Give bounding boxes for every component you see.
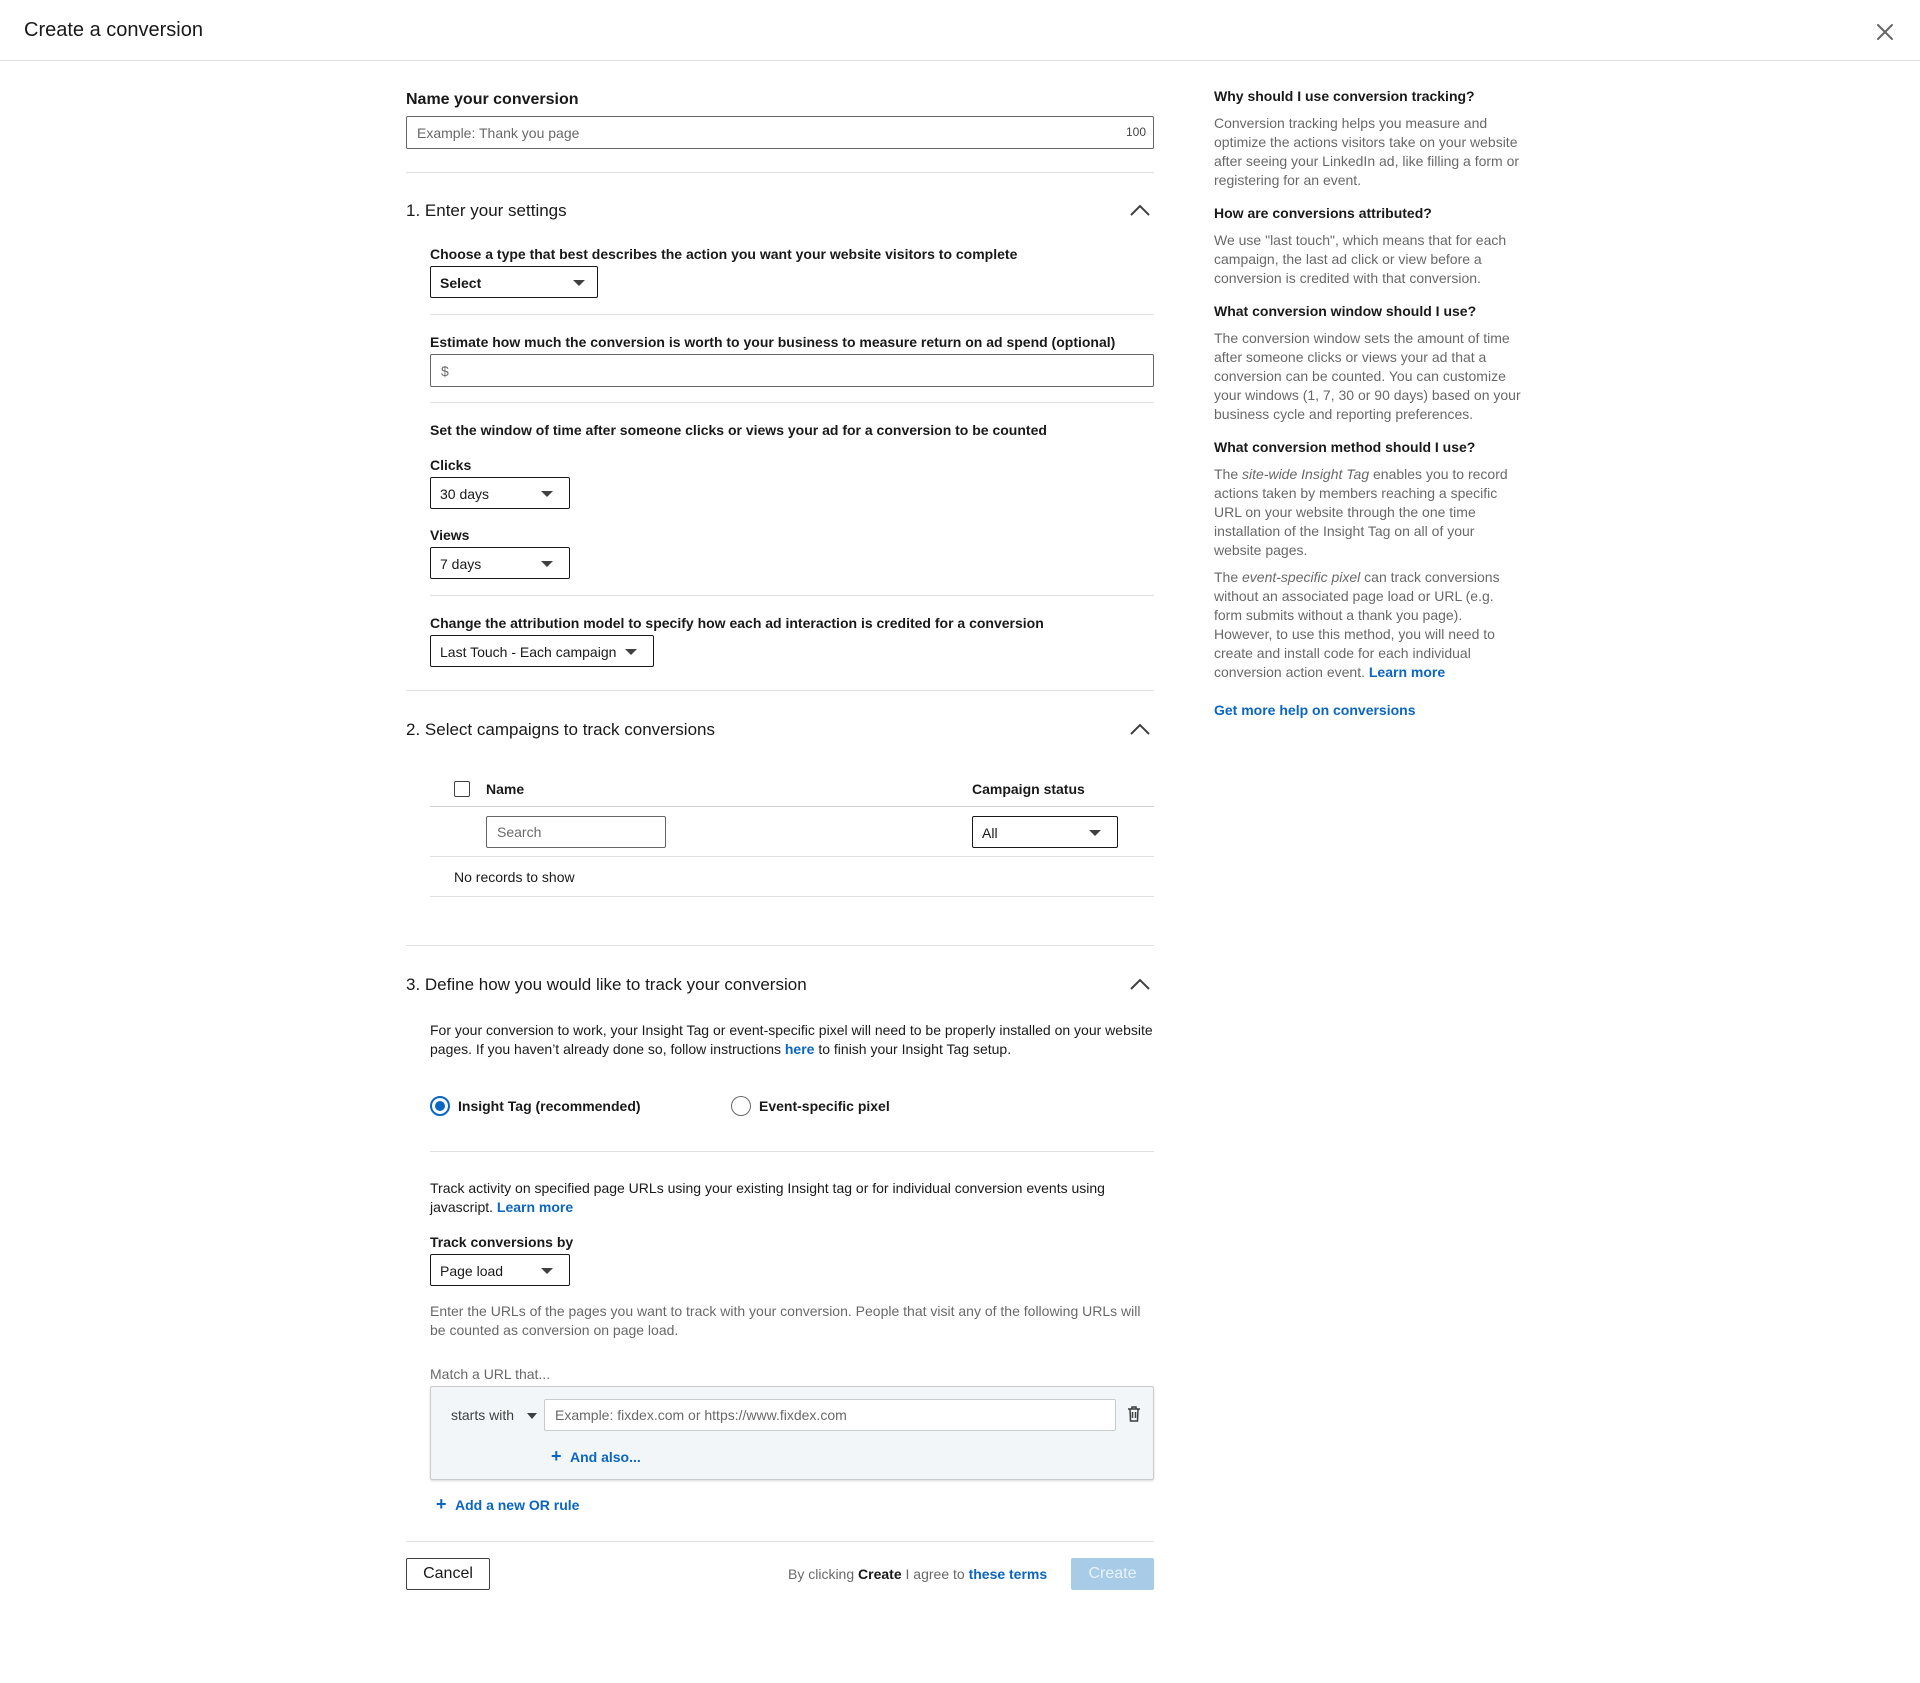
tracking-section-title: 3. Define how you would like to track your conversion: [406, 975, 807, 994]
modal-title: Create a conversion: [24, 19, 203, 41]
help-emphasis: event-specific pixel: [1242, 569, 1361, 585]
name-label: Name your conversion: [406, 91, 579, 108]
empty-state-text: No records to show: [454, 869, 575, 885]
divider: [406, 172, 1154, 173]
learn-more-link[interactable]: Learn more: [1368, 664, 1446, 680]
event-pixel-radio-label[interactable]: Event-specific pixel: [759, 1098, 890, 1114]
campaigns-section-title: 2. Select campaigns to track conversions: [406, 720, 715, 739]
url-input[interactable]: [544, 1399, 1116, 1431]
divider: [406, 690, 1154, 691]
plus-icon: +: [436, 1494, 447, 1514]
help-panel: [1214, 88, 1524, 720]
intro-text: For your conversion to work, your Insight Tag or event-specific pixel will need to be properly installed on your website pages. If you haven’t already done so, follow instructions: [430, 1022, 1153, 1057]
event-pixel-radio[interactable]: [731, 1096, 751, 1116]
activity-text: [430, 1179, 1154, 1217]
add-or-rule-button[interactable]: [436, 1494, 579, 1515]
help-text: can track conversions without an associated page load or URL (e.g. form submits without a thank you page). However, to use this method, you will need to create and install code for each individual conversion action event.: [1214, 569, 1500, 680]
help-answer: [1214, 465, 1524, 560]
help-answer: We use "last touch", which means that for each campaign, the last ad click or view before a conversion is credited with that conversion.: [1214, 232, 1507, 286]
help-text: The: [1214, 569, 1243, 585]
column-header-name: Name: [486, 781, 525, 797]
select-value: All: [982, 825, 998, 841]
char-counter: 100: [1126, 125, 1147, 139]
and-also-button[interactable]: [551, 1446, 641, 1467]
help-item: [1214, 303, 1524, 424]
caret-down-icon: [541, 1268, 553, 1274]
divider: [430, 806, 1154, 807]
conversion-window-label: Set the window of time after someone clicks or views your ad for a conversion to be counted: [430, 422, 1047, 438]
help-emphasis: site-wide Insight Tag: [1242, 466, 1370, 482]
help-answer: [1214, 568, 1524, 682]
caret-down-icon: [541, 491, 553, 497]
intro-text: to finish your Insight Tag setup.: [814, 1041, 1012, 1057]
views-label: Views: [430, 527, 470, 543]
terms-text: [788, 1566, 1047, 1582]
conversion-value-label: Estimate how much the conversion is worth to your business to measure return on ad spend (optional): [430, 334, 1116, 350]
caret-down-icon: [527, 1413, 537, 1419]
select-value: starts with: [451, 1407, 515, 1423]
match-url-label: Match a URL that...: [430, 1366, 551, 1382]
help-answer: The conversion window sets the amount of time after someone clicks or views your ad that a conversion can be counted. You can customize your windows (1, 7, 30 or 90 days) based on your business cycle and reporting preferences.: [1214, 330, 1521, 422]
plus-icon: +: [551, 1446, 562, 1466]
divider: [406, 945, 1154, 946]
more-help-link[interactable]: Get more help on conversions: [1214, 702, 1416, 718]
help-question: What conversion method should I use?: [1214, 439, 1476, 455]
divider: [430, 896, 1154, 897]
close-icon[interactable]: [1873, 20, 1897, 44]
help-question: How are conversions attributed?: [1214, 205, 1432, 221]
terms-prefix: By clicking: [788, 1566, 859, 1582]
insight-tag-radio-label[interactable]: Insight Tag (recommended): [458, 1098, 641, 1114]
divider: [430, 595, 1154, 596]
instructions-link[interactable]: here: [784, 1041, 815, 1057]
conversion-value-input[interactable]: [430, 354, 1154, 387]
caret-down-icon: [573, 280, 585, 286]
clicks-window-select[interactable]: [430, 477, 570, 509]
chevron-up-icon[interactable]: [1129, 977, 1151, 991]
and-also-label: And also...: [569, 1449, 641, 1465]
select-value: 30 days: [440, 486, 490, 502]
attribution-model-select[interactable]: [430, 635, 654, 667]
select-value: Select: [440, 275, 482, 291]
url-rule-box: [430, 1386, 1154, 1480]
divider: [430, 314, 1154, 315]
select-all-checkbox[interactable]: [454, 781, 470, 797]
divider: [430, 1151, 1154, 1152]
divider: [430, 856, 1154, 857]
column-header-status: Campaign status: [972, 781, 1085, 797]
terms-bold: Create: [858, 1566, 902, 1582]
settings-section-title: 1. Enter your settings: [406, 201, 567, 220]
select-value: Page load: [440, 1263, 504, 1279]
divider: [406, 1541, 1154, 1542]
learn-more-link[interactable]: Learn more: [496, 1199, 574, 1215]
attribution-label: Change the attribution model to specify how each ad interaction is credited for a conversion: [430, 615, 1044, 631]
help-text: enables you to record actions taken by members reaching a specific URL on your website through the one time installation of the Insight Tag on all of your website pages.: [1214, 466, 1508, 558]
track-by-select[interactable]: [430, 1254, 570, 1286]
caret-down-icon: [625, 649, 637, 655]
campaign-status-select[interactable]: [972, 816, 1118, 848]
conversion-type-label: Choose a type that best describes the action you want your website visitors to complete: [430, 246, 1018, 262]
urls-help-text: Enter the URLs of the pages you want to track with your conversion. People that visit any of the following URLs will be counted as conversion on page load.: [430, 1303, 1141, 1338]
help-item: [1214, 88, 1524, 190]
terms-link[interactable]: these terms: [968, 1566, 1048, 1582]
tracking-intro: [430, 1021, 1154, 1059]
conversion-name-input[interactable]: [406, 116, 1154, 149]
select-value: Last Touch - Each campaign: [440, 644, 617, 660]
conversion-type-select[interactable]: [430, 266, 598, 298]
cancel-button[interactable]: Cancel: [406, 1558, 490, 1590]
add-or-rule-label: Add a new OR rule: [454, 1497, 580, 1513]
views-window-select[interactable]: [430, 547, 570, 579]
help-text: The: [1214, 466, 1243, 482]
help-item: [1214, 439, 1524, 682]
caret-down-icon: [541, 561, 553, 567]
track-by-label: Track conversions by: [430, 1234, 574, 1250]
chevron-up-icon[interactable]: [1129, 722, 1151, 736]
select-value: 7 days: [440, 556, 482, 572]
trash-icon[interactable]: [1127, 1406, 1141, 1422]
help-question: What conversion window should I use?: [1214, 303, 1477, 319]
help-answer: Conversion tracking helps you measure and optimize the actions visitors take on your website after seeing your LinkedIn ad, like filling a form or registering for an event.: [1214, 115, 1520, 188]
chevron-up-icon[interactable]: [1129, 203, 1151, 217]
help-item: [1214, 205, 1524, 288]
modal-header: [0, 0, 1920, 61]
caret-down-icon: [1089, 830, 1101, 836]
match-operator-select[interactable]: [451, 1407, 514, 1423]
create-button[interactable]: Create: [1071, 1558, 1154, 1590]
activity-description: Track activity on specified page URLs using your existing Insight tag or for individual conversion events using javascript.: [430, 1180, 1105, 1215]
terms-middle: I agree to: [901, 1566, 969, 1582]
help-question: Why should I use conversion tracking?: [1214, 88, 1475, 104]
campaign-search-input[interactable]: [486, 816, 666, 848]
divider: [430, 402, 1154, 403]
clicks-label: Clicks: [430, 457, 472, 473]
insight-tag-radio[interactable]: [430, 1096, 450, 1116]
